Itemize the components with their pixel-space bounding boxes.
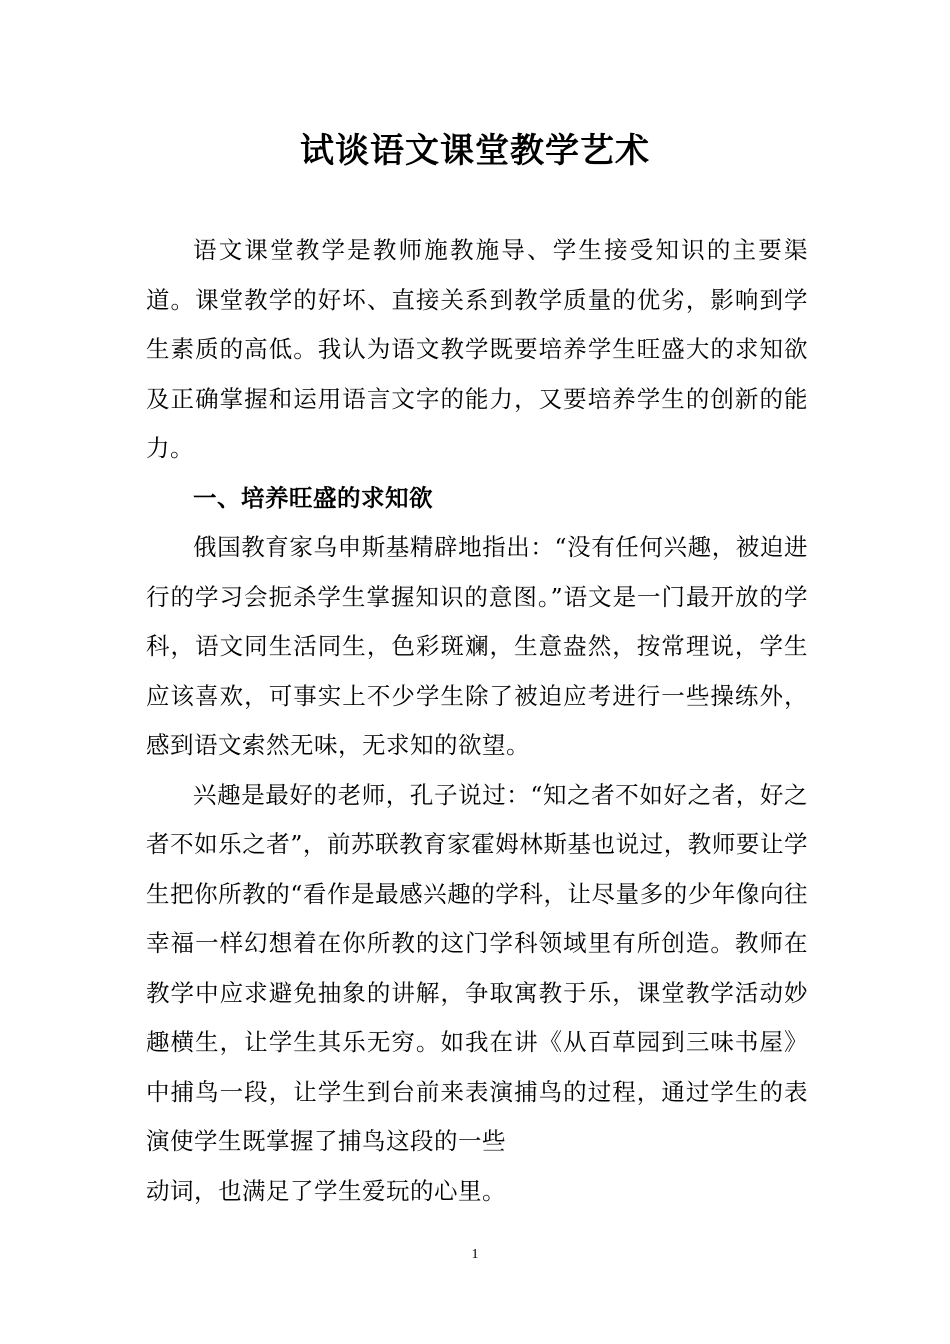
paragraph-continuation: 动词，也满足了学生爱玩的心里。 <box>146 1176 506 1205</box>
document-title: 试谈语文课堂教学艺术 <box>300 131 650 171</box>
paragraph-interest: 兴趣是最好的老师，孔子说过：“知之者不如好之者，好之者不如乐之者”，前苏联教育家霍姆林斯基也说过，教师要让学生把你所教的“看作是最感兴趣的学科，让尽量多的少年像向往幸福一样幻想着在你所教的这门学科领域里有所创造。教师在教学中应求避免抽象的讲解，争取寓教于乐，课堂教学活动妙趣横生，让学生其乐无穷。如我在讲《从百草园到三味书屋》中捕鸟一段，让学生到台前来表演捕鸟的过程，通过学生的表演使学生既掌握了捕鸟这段的一些 <box>146 780 808 1155</box>
section-heading: 一、培养旺盛的求知欲 <box>193 483 433 512</box>
document-body <box>146 226 808 1216</box>
paragraph-intro: 语文课堂教学是教师施教施导、学生接受知识的主要渠道。课堂教学的好坏、直接关系到教学质量的优劣，影响到学生素质的高低。我认为语文教学既要培养学生旺盛大的求知欲及正确掌握和运用语言文字的能力，又要培养学生的创新的能力。 <box>146 236 808 462</box>
paragraph-ushinsky: 俄国教育家乌申斯基精辟地指出：“没有任何兴趣，被迫进行的学习会扼杀学生掌握知识的意图。”语文是一门最开放的学科，语文同生活同生，色彩斑斓，生意盎然，按常理说，学生应该喜欢，可事实上不少学生除了被迫应考进行一些操练外，感到语文索然无味，无求知的欲望。 <box>146 533 808 759</box>
page-number: 1 <box>471 1247 479 1262</box>
